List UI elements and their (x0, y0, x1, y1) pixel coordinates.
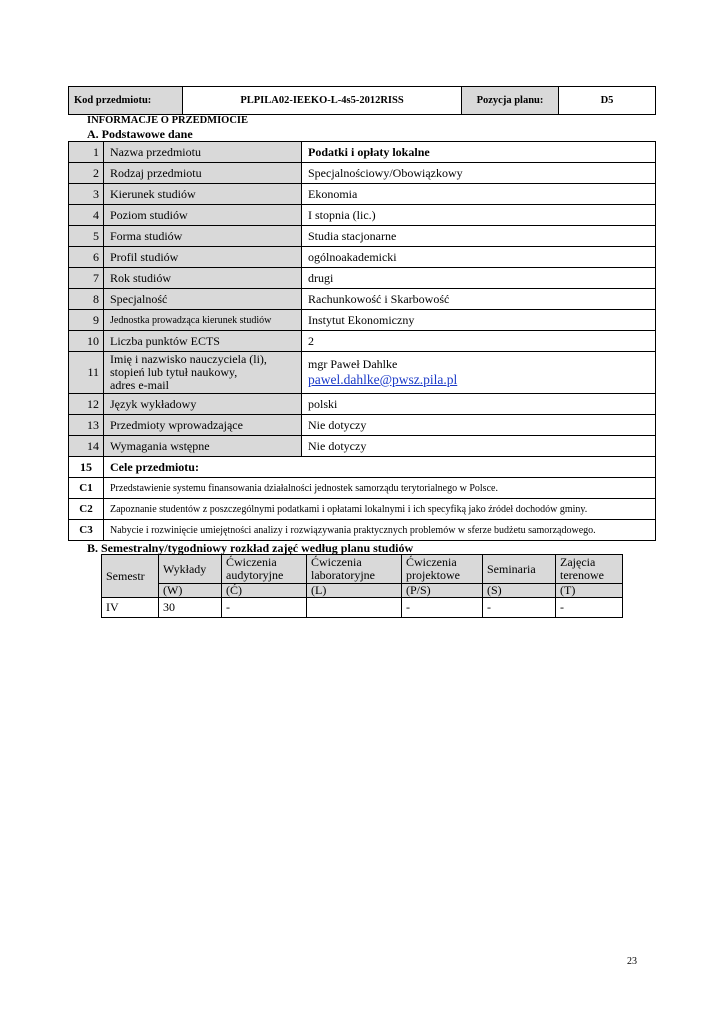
row-number: 1 (69, 142, 104, 163)
table-row (69, 205, 656, 226)
goal-row (69, 478, 656, 499)
hours-value: - (483, 598, 556, 618)
column-abbr: (T) (556, 584, 623, 598)
column-header (307, 555, 402, 584)
table-row-lecturer (69, 352, 656, 394)
row-number: 10 (69, 331, 104, 352)
table-row (69, 268, 656, 289)
field-label: Specjalność (104, 289, 302, 310)
column-header-line: Wykłady (163, 561, 207, 576)
table-row (69, 226, 656, 247)
field-label: Forma studiów (104, 226, 302, 247)
field-value: I stopnia (lic.) (302, 205, 656, 226)
column-abbr: (Ć) (222, 584, 307, 598)
field-value: Instytut Ekonomiczny (302, 310, 656, 331)
field-value: drugi (302, 268, 656, 289)
row-number: 13 (69, 415, 104, 436)
column-header (402, 555, 483, 584)
goal-row (69, 499, 656, 520)
field-label: Rodzaj przedmiotu (104, 163, 302, 184)
goal-text: Zapoznanie studentów z poszczególnymi podatkami i opłatami lokalnymi i ich specyfiką jako źródeł dochodów gminy. (104, 499, 656, 520)
field-label: Przedmioty wprowadzające (104, 415, 302, 436)
field-label: Poziom studiów (104, 205, 302, 226)
column-header (556, 555, 623, 584)
section-b-title: B. Semestralny/tygodniowy rozkład zajęć według planu studiów (87, 541, 414, 555)
field-value: Nie dotyczy (302, 415, 656, 436)
row-number: 3 (69, 184, 104, 205)
row-number: 9 (69, 310, 104, 331)
field-value: Ekonomia (302, 184, 656, 205)
goals-title: Cele przedmiotu: (104, 457, 656, 478)
course-name-value: Podatki i opłaty lokalne (302, 142, 656, 163)
column-header-line: laboratoryjne (311, 568, 375, 582)
column-header (483, 555, 556, 584)
row-number: 12 (69, 394, 104, 415)
schedule-header-row (102, 555, 623, 584)
info-title: INFORMACJE O PRZEDMIOCIE (87, 115, 249, 126)
plan-position-label: Pozycja planu: (462, 87, 559, 115)
table-row (69, 331, 656, 352)
section-a-title: A. Podstawowe dane (87, 127, 193, 141)
lecturer-name: mgr Paweł Dahlke (308, 357, 398, 371)
table-row (69, 394, 656, 415)
row-number: 11 (69, 352, 104, 394)
column-abbr: (S) (483, 584, 556, 598)
column-header-line: Seminaria (487, 561, 536, 576)
semester-value: IV (102, 598, 159, 618)
course-header-table (68, 86, 656, 115)
lecturer-label-line: adres e-mail (110, 378, 169, 392)
schedule-table (101, 554, 623, 618)
goal-code: C3 (69, 520, 104, 541)
goals-number: 15 (69, 457, 104, 478)
row-number: 5 (69, 226, 104, 247)
column-header-line: Ćwiczenia (406, 555, 457, 569)
field-value: Specjalnościowy/Obowiązkowy (302, 163, 656, 184)
hours-value: - (402, 598, 483, 618)
column-abbr: (L) (307, 584, 402, 598)
table-row (69, 436, 656, 457)
field-value: Rachunkowość i Skarbowość (302, 289, 656, 310)
row-number: 7 (69, 268, 104, 289)
hours-value: - (556, 598, 623, 618)
page-number: 23 (627, 956, 637, 967)
column-abbr: (P/S) (402, 584, 483, 598)
goal-text: Nabycie i rozwinięcie umiejętności analizy i rozwiązywania praktycznych problemów w sferze budżetu samorządowego. (104, 520, 656, 541)
goal-code: C1 (69, 478, 104, 499)
row-number: 2 (69, 163, 104, 184)
row-number: 8 (69, 289, 104, 310)
column-header-line: Zajęcia (560, 555, 596, 569)
basic-data-table (68, 141, 656, 541)
course-code-value: PLPILA02-IEEKO-L-4s5-2012RISS (183, 87, 462, 115)
row-number: 4 (69, 205, 104, 226)
column-header-line: projektowe (406, 568, 460, 582)
column-header (159, 555, 222, 584)
field-label: Rok studiów (104, 268, 302, 289)
field-value: 2 (302, 331, 656, 352)
row-number: 6 (69, 247, 104, 268)
table-row (69, 247, 656, 268)
column-header (222, 555, 307, 584)
field-label: Język wykładowy (104, 394, 302, 415)
column-header-line: Ćwiczenia (311, 555, 362, 569)
field-label: Kierunek studiów (104, 184, 302, 205)
field-label: Nazwa przedmiotu (104, 142, 302, 163)
field-value: Studia stacjonarne (302, 226, 656, 247)
row-number: 14 (69, 436, 104, 457)
table-row (69, 142, 656, 163)
field-value: polski (302, 394, 656, 415)
field-label: Liczba punktów ECTS (104, 331, 302, 352)
lecturer-value (302, 352, 656, 394)
goal-row (69, 520, 656, 541)
semester-header: Semestr (102, 555, 159, 598)
table-row (69, 289, 656, 310)
column-header-line: audytoryjne (226, 568, 284, 582)
column-abbr: (W) (159, 584, 222, 598)
schedule-data-row (102, 598, 623, 618)
hours-value: 30 (159, 598, 222, 618)
field-value: ogólnoakademicki (302, 247, 656, 268)
hours-value (307, 598, 402, 618)
schedule-abbr-row (102, 584, 623, 598)
plan-position-value: D5 (559, 87, 656, 115)
field-label: Jednostka prowadząca kierunek studiów (104, 310, 302, 331)
table-row (69, 184, 656, 205)
column-header-line: terenowe (560, 568, 604, 582)
lecturer-label-line: stopień lub tytuł naukowy, (110, 365, 238, 379)
field-value: Nie dotyczy (302, 436, 656, 457)
hours-value: - (222, 598, 307, 618)
column-header-line: Ćwiczenia (226, 555, 277, 569)
lecturer-label-line: Imię i nazwisko nauczyciela (li), (110, 352, 267, 366)
table-row (69, 310, 656, 331)
table-row (69, 163, 656, 184)
table-row (69, 415, 656, 436)
field-label: Wymagania wstępne (104, 436, 302, 457)
lecturer-label (104, 352, 302, 394)
goal-text: Przedstawienie systemu finansowania działalności jednostek samorządu terytorialnego w Polsce. (104, 478, 656, 499)
goal-code: C2 (69, 499, 104, 520)
course-code-label: Kod przedmiotu: (69, 87, 183, 115)
field-label: Profil studiów (104, 247, 302, 268)
lecturer-email-link[interactable]: pawel.dahlke@pwsz.pila.pl (308, 372, 458, 387)
goals-header-row (69, 457, 656, 478)
